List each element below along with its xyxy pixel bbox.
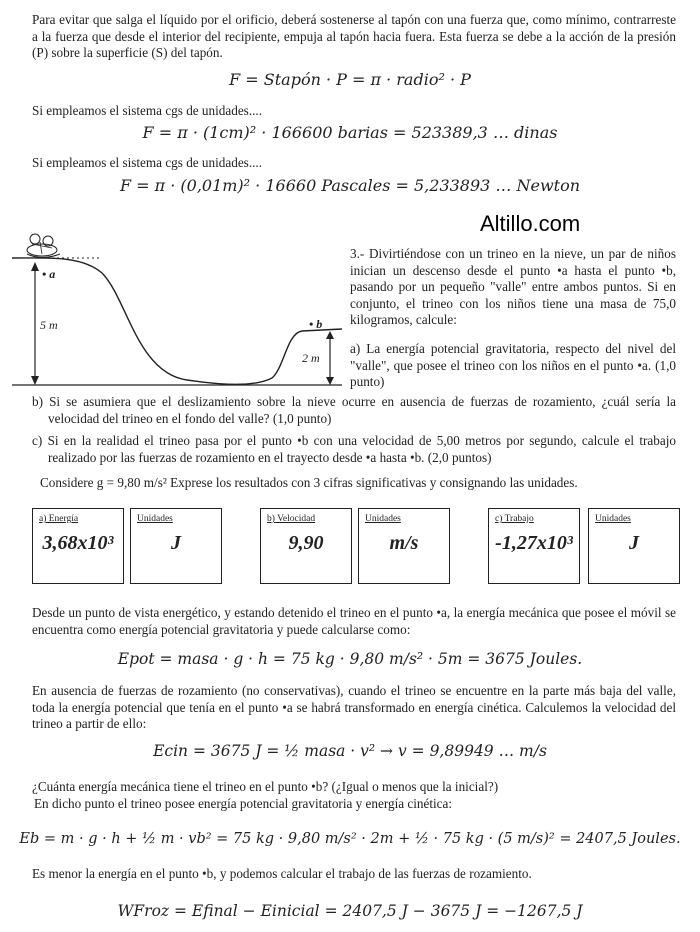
answer-box-energy: [32, 508, 124, 584]
equation-force-si: F = π · (0,01m)² · 16660 Pascales = 5,233893 … Newton: [119, 176, 581, 195]
solution-paragraph-2: En ausencia de fuerzas de rozamiento (no conservativas), cuando el trineo se encuentre en la parte más baja del valle, toda la energía potencial que tenía en el punto •a se habrá transformado en energía cinética. Calculemos la velocidad del trineo a partir de ello:: [32, 683, 676, 731]
equation-potential-energy: Epot = masa · g · h = 75 kg · 9,80 m/s² · 5m = 3675 Joules.: [117, 650, 583, 668]
answer-value: -1,27x10³: [495, 532, 573, 554]
answer-box-velocity: [260, 508, 352, 584]
question-a: a) La energía potencial gravitatoria, respecto del nivel del "valle", que posee el trineo con los niños en el punto •a. (1,0 punto): [350, 341, 676, 389]
answer-value: m/s: [389, 532, 419, 554]
solution-question-b: ¿Cuánta energía mecánica tiene el trineo en el punto •b? (¿Igual o menos que la inicial?): [32, 779, 499, 794]
solution-paragraph-1: Desde un punto de vista energético, y estando detenido el trineo en el punto •a, la energía mecánica que posee el móvil se encuentra como energía potencial gravitatoria y puede calcularse como:: [32, 605, 676, 637]
question-b: b) Si se asumiera que el deslizamiento sobre la nieve ocurre en ausencia de fuerzas de rozamiento, ¿cuál sería la velocidad del trineo en el fondo del valle? (1,0 punto): [32, 394, 676, 426]
answer-label: c) Trabajo: [495, 514, 534, 524]
equation-kinetic-energy: Ecin = 3675 J = ½ masa · v² → v = 9,89949 … m/s: [153, 742, 547, 760]
intro-paragraph: Para evitar que salga el líquido por el orificio, deberá sostenerse al tapón con una fuerza que, como mínimo, contrarreste a la fuerza que desde el interior del recipiente, empuja al tapón hacia fuera. Esta fuerza se debe a la acción de la presión (P) sobre la superficie (S) del tapón.: [32, 12, 676, 60]
consider-note: Considere g = 9,80 m/s² Exprese los resultados con 3 cifras significativas y consignando las unidades.: [40, 475, 578, 490]
point-b-label: • b: [309, 317, 323, 331]
equation-energy-b: Eb = m · g · h + ½ m · vb² = 75 kg · 9,80 m/s² · 2m + ½ · 75 kg · (5 m/s)² = 2407,5 Joules.: [19, 831, 681, 847]
equation-force-cgs: F = π · (1cm)² · 166600 barias = 523389,3 … dinas: [142, 123, 558, 142]
si-line: Si empleamos el sistema cgs de unidades....: [32, 155, 263, 170]
answer-value: 9,90: [288, 532, 324, 554]
answer-value: J: [629, 532, 639, 554]
answer-box-work-units: [588, 508, 680, 584]
answer-box-energy-units: [130, 508, 222, 584]
answer-label: Unidades: [595, 514, 631, 524]
problem-statement: 3.- Divirtiéndose con un trineo en la nieve, un par de niños inician un descenso desde el punto •a hasta el punto •b, pasando por un pequeño "valle" entre ambos puntos. Si en conjunto, el trineo con los niños tiene una masa de 75,0 kilogramos, calcule:: [350, 246, 676, 327]
cgs-line: Si empleamos el sistema cgs de unidades....: [32, 103, 263, 118]
solution-paragraph-4: Es menor la energía en el punto •b, y podemos calcular el trabajo de las fuerzas de rozamiento.: [32, 866, 532, 881]
answer-value: 3,68x10³: [42, 532, 114, 554]
equation-force-general: F = Stapón · P = π · radio² · P: [229, 70, 471, 89]
solution-paragraph-3: En dicho punto el trineo posee energía potencial gravitatoria y energía cinética:: [34, 796, 453, 811]
answer-label: Unidades: [365, 514, 401, 524]
question-c: c) Si en la realidad el trineo pasa por el punto •b con una velocidad de 5,00 metros por segundo, calcule el trabajo realizado por las fuerzas de rozamiento en el trayecto desde •a hasta •b. (2,0 puntos): [32, 433, 676, 465]
answer-label: Unidades: [137, 514, 173, 524]
answer-box-velocity-units: [358, 508, 450, 584]
answer-label: b) Velocidad: [267, 514, 316, 524]
height-a-label: 5 m: [40, 318, 58, 332]
watermark-logo: Altillo.com: [480, 211, 581, 236]
answer-box-work: [488, 508, 580, 584]
hill-profile: [12, 258, 342, 384]
point-a-label: • a: [42, 267, 56, 281]
equation-friction-work: WFroz = Efinal − Einicial = 2407,5 J − 3675 J = −1267,5 J: [117, 902, 583, 920]
height-b-label: 2 m: [302, 351, 320, 365]
slope-diagram: [12, 228, 342, 393]
sled-icon: [27, 234, 60, 258]
answer-label: a) Energía: [39, 514, 79, 524]
answer-value: J: [171, 532, 181, 554]
